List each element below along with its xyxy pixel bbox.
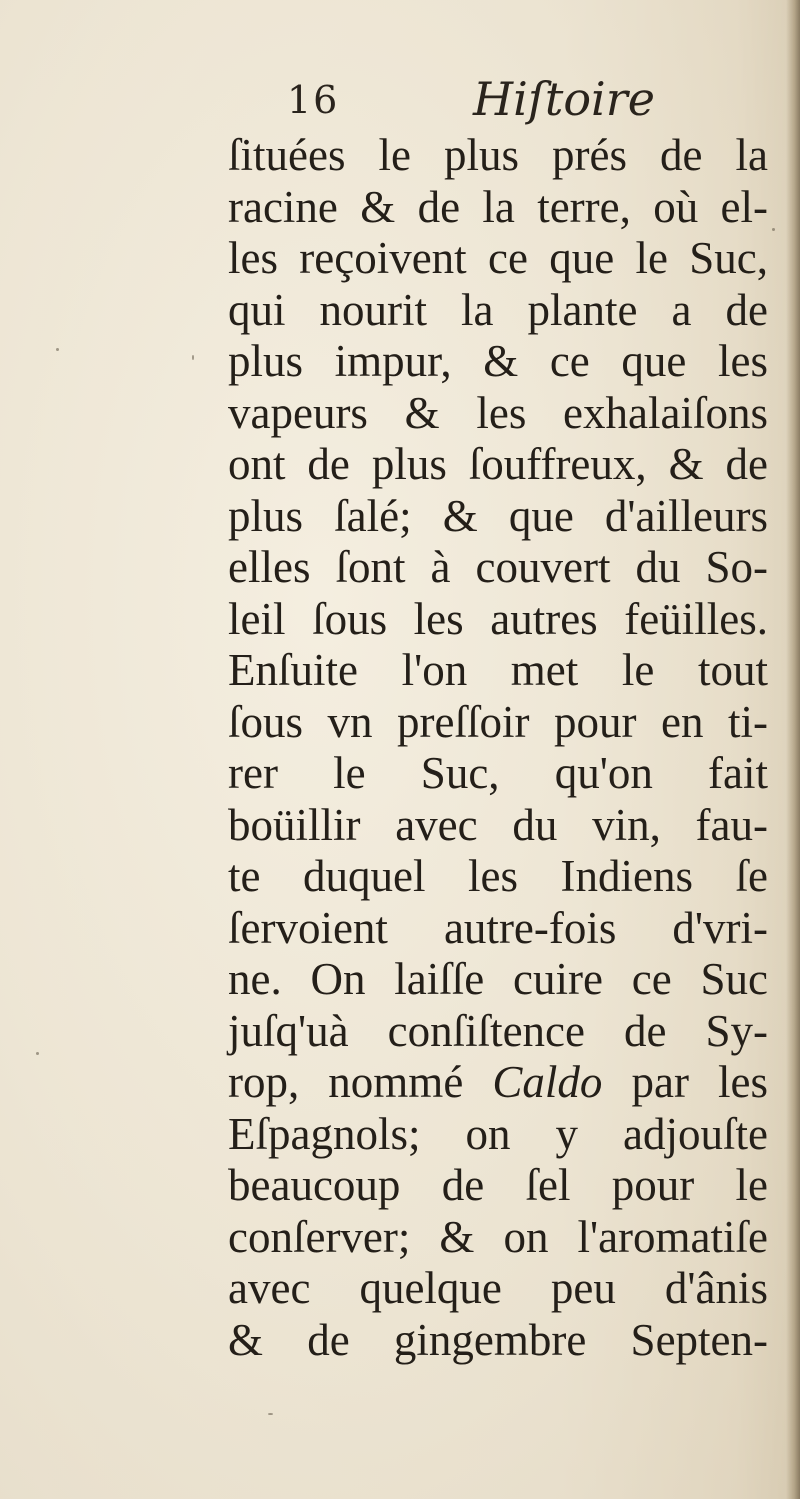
text-line: beaucoup de ſel pour le	[228, 1160, 768, 1210]
paper-speck	[56, 348, 59, 351]
text-line: te duquel les Indiens ſe	[228, 851, 768, 901]
paper-speck	[772, 228, 775, 231]
text-line-with-italic	[228, 1057, 768, 1109]
text-line: conſerver; & on l'aromatiſe	[228, 1211, 768, 1262]
text-line: plus impur, & ce que les	[228, 336, 768, 386]
paper-speck	[192, 355, 194, 360]
text-line: vapeurs & les exhalaiſons	[228, 387, 768, 438]
text-line: plus ſalé; & que d'ailleurs	[228, 490, 768, 541]
text-line: ont de plus ſouffreux, & de	[228, 439, 768, 489]
text-line: juſq'uà conſiſtence de Sy-	[228, 1005, 768, 1056]
text-line: & de gingembre Septen-	[228, 1314, 768, 1365]
running-title: Hiſtoire	[473, 72, 655, 126]
text-line: ſituées le plus prés de la	[228, 130, 768, 180]
text-line: qui nourit la plante a de	[228, 284, 768, 335]
text-line: Eſpagnols; on y adjouſte	[228, 1108, 768, 1159]
text-line: ne. On laiſſe cuire ce Suc	[228, 954, 768, 1004]
running-head	[287, 72, 707, 132]
text-line: rer le Suc, qu'on fait	[228, 748, 768, 798]
text-segment: rop, nommé	[228, 1057, 493, 1107]
text-line: racine & de la terre, où el-	[228, 181, 768, 232]
text-line: leil ſous les autres feüilles.	[228, 593, 768, 644]
body-text	[228, 130, 768, 1366]
text-line: elles ſont à couvert du So-	[228, 542, 768, 592]
text-line: boüillir avec du vin, fau-	[228, 799, 768, 850]
text-line: ſous vn preſſoir pour en ti-	[228, 696, 768, 747]
paper-speck	[268, 1413, 273, 1415]
text-line: les reçoivent ce que le Suc,	[228, 233, 768, 283]
text-line: Enſuite l'on met le tout	[228, 645, 768, 695]
text-segment: par les	[602, 1057, 769, 1107]
paper-speck	[36, 1052, 39, 1055]
page-gutter-shadow	[786, 0, 800, 1499]
italic-word: Caldo	[492, 1057, 603, 1107]
text-line: avec quelque peu d'ânis	[228, 1263, 768, 1313]
page-number: 16	[287, 78, 340, 122]
text-line: ſervoient autre-fois d'vri-	[228, 902, 768, 953]
